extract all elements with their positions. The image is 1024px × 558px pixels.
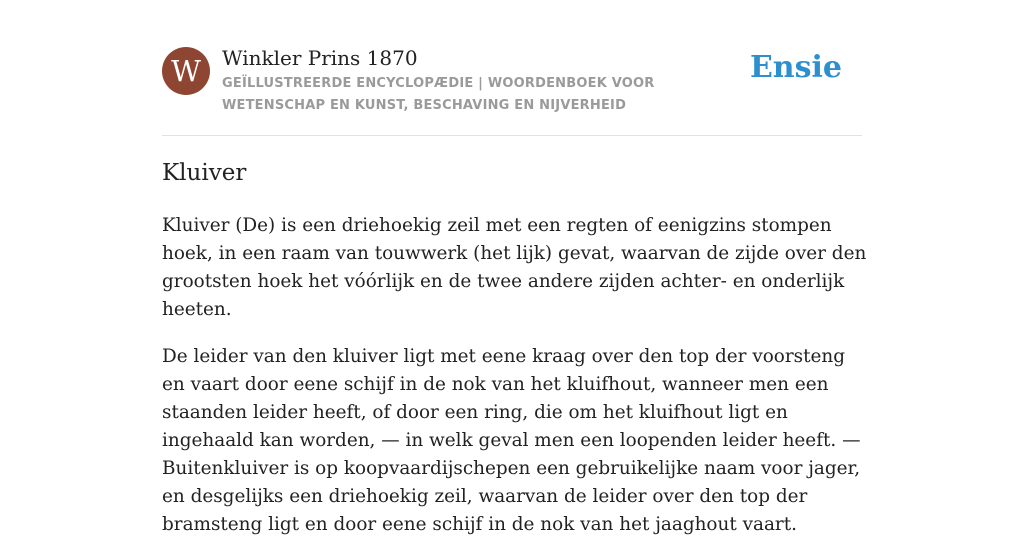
article-title: Kluiver	[162, 160, 247, 186]
article-paragraph: De leider van den kluiver ligt met eene kraag over den top der voorsteng en vaart door eene schijf in de nok van het kluifhout, wanneer men een staanden leider heeft, of door een ring, die om het kluifhout ligt en ingehaald kan worden, — in welk geval men een loopenden leider heeft. — Buitenkluiver is op koopvaardijschepen een gebruikelijke naam voor jager, en desgelijks een driehoekig zeil, waarvan de leider over den top der bramsteng ligt en door eene schijf in de nok van het jaaghout vaart.	[162, 346, 861, 535]
source-header	[162, 44, 862, 124]
article-body	[162, 212, 870, 558]
source-subtitle: GEÏLLUSTREERDE ENCYCLOPÆDIE | WOORDENBOEK VOOR WETENSCHAP EN KUNST, BESCHAVING EN NIJVERHEID	[222, 76, 655, 113]
ensie-logo[interactable]: Ensie	[749, 50, 842, 85]
header-divider	[162, 135, 862, 136]
source-avatar[interactable]: W	[162, 47, 210, 95]
source-title[interactable]: Winkler Prins 1870	[222, 46, 418, 70]
article-paragraph: Kluiver (De) is een driehoekig zeil met een regten of eenigzins stompen hoek, in een raam van touwwerk (het lijk) gevat, waarvan de zijde over den grootsten hoek het vóórlijk en de twee andere zijden achter- en onderlijk heeten.	[162, 215, 867, 320]
